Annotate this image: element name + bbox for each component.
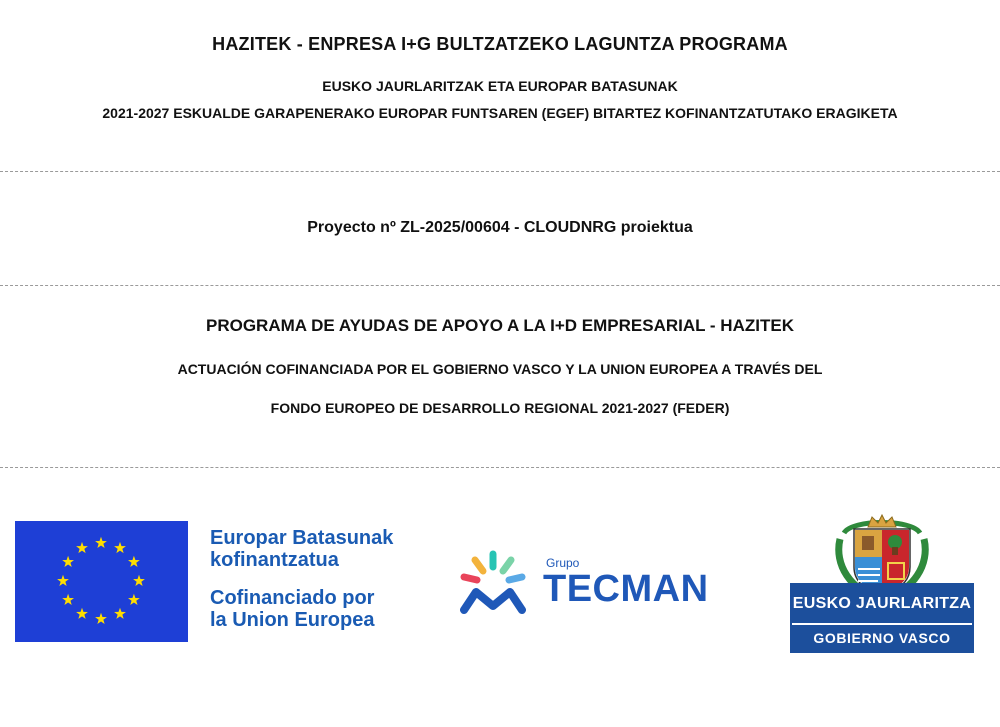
eu-text-line-4: la Union Europea [210,609,375,631]
tecman-logo-icon [458,550,528,616]
eu-text-line-3: Cofinanciado por [210,587,375,609]
programme-line-2: FONDO EUROPEO DE DESARROLLO REGIONAL 2021-2027 (FEDER) [270,400,730,416]
gv-line-2: GOBIERNO VASCO [792,625,972,651]
header-subtitle-2: 2021-2027 ESKUALDE GARAPENERAKO EUROPAR FUNTSAREN (EGEF) BITARTEZ KOFINANTZATUTAKO ERAGIKETA [102,105,898,121]
basque-government-logo [790,583,974,653]
eu-text-line-1: Europar Batasunak [210,527,394,549]
tecman-grupo-label: Grupo [546,556,580,570]
eu-text-line-2: kofinantzatua [210,549,339,571]
divider-3 [0,467,1000,468]
tecman-name: TECMAN [543,568,709,610]
project-label: Proyecto nº ZL-2025/00604 - CLOUDNRG proiektua [307,219,693,236]
divider-1 [0,171,1000,172]
eu-flag-icon [15,521,188,642]
divider-2 [0,285,1000,286]
header-subtitle-1: EUSKO JAURLARITZAK ETA EUROPAR BATASUNAK [322,78,678,94]
programme-line-1: ACTUACIÓN COFINANCIADA POR EL GOBIERNO VASCO Y LA UNION EUROPEA A TRAVÉS DEL [177,361,823,377]
gv-line-1: EUSKO JAURLARITZA [792,585,972,623]
eu-cofinancing-text [210,527,393,631]
programme-title: PROGRAMA DE AYUDAS DE APOYO A LA I+D EMPRESARIAL - HAZITEK [206,316,794,335]
header-title: HAZITEK - ENPRESA I+G BULTZATZEKO LAGUNTZA PROGRAMA [212,34,788,54]
